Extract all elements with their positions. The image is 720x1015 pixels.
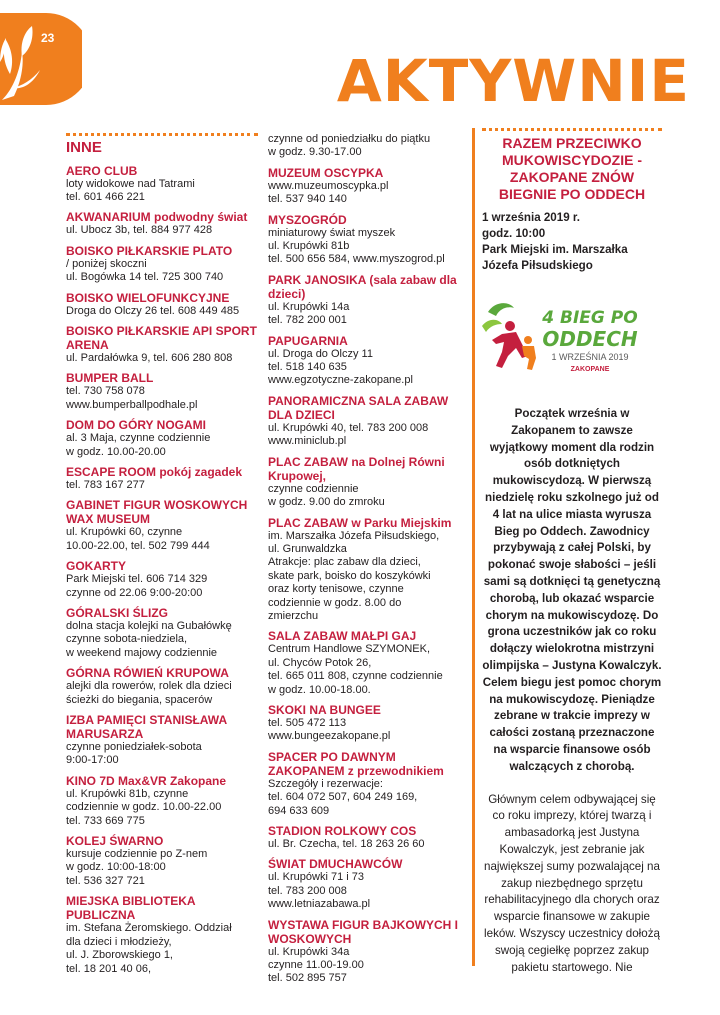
article-column: [482, 128, 662, 976]
listing-detail: Droga do Olczy 26 tel. 608 449 485: [66, 304, 240, 317]
event-logo: [472, 296, 662, 378]
listing-name: PARK JANOSIKA (sala zabaw dla dzieci): [268, 272, 457, 301]
listing-entry: [268, 750, 468, 818]
logo-date: 1 WRZEŚNIA 2019: [551, 352, 629, 362]
listing-name: IZBA PAMIĘCI STANISŁAWA MARUSARZA: [66, 713, 227, 742]
listing-detail: www.egzotyczne-zakopane.pl: [268, 374, 413, 387]
listing-detail: www.bungeezakopane.pl: [268, 730, 391, 743]
listing-detail: czynne 11.00-19.00: [268, 959, 364, 972]
dotted-divider: [482, 128, 662, 131]
logo-city: ZAKOPANE: [570, 366, 610, 373]
listing-detail: ul. Br. Czecha, tel. 18 263 26 60: [268, 838, 425, 850]
listing-entry: [66, 465, 258, 492]
listing-detail: ul. Krupówki 60, czynne: [66, 526, 183, 539]
listing-entry: [66, 244, 258, 285]
listing-detail: 10.00-22.00, tel. 502 799 444: [66, 539, 210, 552]
listing-entry: [268, 273, 468, 328]
logo-line2: ODDECH: [542, 327, 638, 351]
listing-entry: [66, 606, 258, 660]
listing-detail: czynne od 22.06 9:00-20:00: [66, 586, 203, 599]
listing-name: STADION ROLKOWY COS: [268, 824, 417, 838]
listing-name: KOLEJ ŚWARNO: [66, 834, 164, 849]
listing-detail: ul. J. Zborowskiego 1,: [66, 949, 173, 962]
listing-detail: ul. Pardałówka 9, tel. 606 280 808: [66, 351, 233, 364]
listing-detail: 694 633 609: [268, 804, 330, 817]
listing-detail: miniaturowy świat myszek: [268, 226, 396, 239]
listing-entry: [268, 334, 468, 388]
listing-name: PAPUGARNIA: [268, 333, 348, 348]
listing-detail: ul. Grunwaldzka: [268, 542, 347, 555]
listing-name: PLAC ZABAW w Parku Miejskim: [268, 515, 452, 530]
listing-entry: [66, 894, 258, 976]
listing-detail: oraz korty tenisowe, czynne: [268, 583, 404, 596]
listing-entry: [268, 824, 468, 851]
listing-name: GÓRALSKI ŚLIZG: [66, 606, 168, 620]
logo-line1: 4 BIEG PO: [542, 308, 638, 328]
listing-detail: www.muzeumoscypka.pl: [268, 179, 389, 192]
listing-name: SALA ZABAW MAŁPI GAJ: [268, 629, 417, 644]
listing-entry: [66, 666, 258, 707]
listing-detail: tel. 783 167 277: [66, 478, 145, 491]
listing-entry: [66, 774, 258, 828]
section-heading: INNE: [66, 139, 102, 156]
listing-detail: ul. Krupówki 81b: [268, 240, 350, 253]
listing-detail: ul. Ubocz 3b, tel. 884 977 428: [66, 224, 213, 237]
listing-entry: [66, 498, 258, 553]
event-time: godz. 10:00: [482, 227, 546, 240]
listing-detail: kursuje codziennie po Z-nem: [66, 848, 208, 861]
listing-name: DOM DO GÓRY NOGAMI: [66, 418, 207, 433]
listing-detail: Szczegóły i rezerwacje:: [268, 777, 383, 790]
listing-entry: [268, 394, 468, 449]
listing-entry: [66, 371, 258, 412]
listing-detail: w godz. 10.00-18.00.: [268, 683, 371, 696]
column-2: [268, 133, 468, 992]
listing-detail: / poniżej skoczni: [66, 257, 147, 270]
listing-entry: [66, 713, 258, 768]
column-1: [66, 133, 258, 982]
listing-detail: skate park, boisko do koszykówki: [268, 569, 431, 582]
listing-detail: czynne od poniedziałku do piątku: [268, 133, 431, 145]
listing-name: ESCAPE ROOM pokój zagadek: [66, 464, 243, 479]
listing-detail: tel. 18 201 40 06,: [66, 962, 152, 975]
listing-detail: tel. 782 200 001: [268, 314, 347, 327]
listing-detail: alejki dla rowerów, rolek dla dzieci: [66, 680, 232, 693]
listing-list: [268, 133, 468, 986]
listing-detail: czynne poniedziałek-sobota: [66, 741, 202, 754]
event-place: Park Miejski im. Marszałka Józefa Piłsudskiego: [482, 243, 628, 272]
listing-detail: w godz. 9.30-17.00: [268, 146, 362, 159]
listing-name: BOISKO WIELOFUNKCYJNE: [66, 290, 230, 305]
listing-detail: zmierzchu: [268, 609, 319, 622]
listing-entry: [66, 559, 258, 600]
vertical-divider: [472, 128, 475, 966]
listing-detail: Centrum Handlowe SZYMONEK,: [268, 643, 430, 656]
listing-entry: [268, 918, 468, 986]
listing-detail: w godz. 9.00 do zmroku: [268, 496, 385, 509]
listing-name: MIEJSKA BIBLIOTEKA PUBLICZNA: [66, 894, 196, 923]
listing-detail: ul. Krupówki 81b, czynne: [66, 787, 189, 800]
listing-entry: [66, 418, 258, 459]
listing-detail: tel. 537 940 140: [268, 193, 347, 206]
listing-detail: czynne sobota-niedziela,: [66, 633, 188, 646]
listing-name: PANORAMICZNA SALA ZABAW DLA DZIECI: [268, 393, 449, 422]
corner-decoration: [0, 0, 82, 118]
article-lead: Początek września w Zakopanem to zawsze wyjątkowy moment dla rodzin osób dotkniętych mukowiscydozą. W pierwszą niedzielę roku szkolnego już od 4 lat na ulice miasta wyrusza Bieg po Oddech. Zawodnicy przybywają z całej Polski, by pokonać swoje słabości – jeśli sami są dotknięci tą genetyczną chorobą, lub okazać wsparcie chorym na mukowiscydozę. Do grona uczestników jak co roku dołączy wielokrotna mistrzyni olimpijska – Justyna Kowalczyk. Celem biegu jest pomoc chorym na mukowiscydozę. Pieniądze zebrane w trakcie imprezy w całości zostaną przeznaczone na wsparcie finansowe osób walczących z chorobą.: [482, 407, 662, 773]
listing-detail: w godz. 10.00-20.00: [66, 445, 166, 458]
listing-name: KINO 7D Max&VR Zakopane: [66, 773, 227, 788]
listing-detail: 9:00-17:00: [66, 754, 119, 767]
listing-detail: codziennie w godz. 8.00 do: [268, 596, 402, 609]
listing-detail: dolna stacja kolejki na Gubałówkę: [66, 620, 232, 632]
listing-detail: tel. 783 200 008: [268, 884, 347, 897]
listing-detail: ul. Krupówki 40, tel. 783 200 008: [268, 421, 429, 434]
listing-entry: [268, 516, 468, 624]
listing-detail: tel. 502 895 757: [268, 972, 347, 985]
listing-detail: tel. 536 327 721: [66, 874, 145, 887]
dotted-divider: [66, 133, 258, 136]
listing-entry: [66, 164, 258, 205]
listing-detail: codziennie w godz. 10.00-22.00: [66, 801, 222, 814]
listing-detail: dla dzieci i młodzieży,: [66, 935, 172, 948]
listing-detail: czynne codziennie: [268, 482, 359, 495]
listing-entry: [268, 629, 468, 697]
listing-detail: tel. 505 472 113: [268, 716, 347, 729]
listing-name: BOISKO PIŁKARSKIE PLATO: [66, 243, 233, 258]
listing-detail: ul. Bogówka 14 tel. 725 300 740: [66, 271, 224, 284]
listing-detail: ul. Krupówki 14a: [268, 300, 350, 313]
listing-name: GOKARTY: [66, 559, 126, 574]
listing-entry: [66, 834, 258, 888]
listing-name: AERO CLUB: [66, 163, 138, 178]
listing-detail: im. Stefana Żeromskiego. Oddział: [66, 922, 232, 935]
listing-entry: [268, 166, 468, 207]
listing-entry: [66, 210, 258, 237]
listing-name: SKOKI NA BUNGEE: [268, 702, 381, 717]
listing-detail: ścieżki do biegania, spacerów: [66, 693, 213, 706]
listing-name: GÓRNA RÓWIEŃ KRUPOWA: [66, 666, 229, 681]
listing-detail: tel. 500 656 584, www.myszogrod.pl: [268, 253, 445, 266]
listing-name: AKWANARIUM podwodny świat: [66, 210, 248, 225]
listing-entry: [268, 213, 468, 267]
listing-entry: [268, 133, 468, 160]
listing-detail: ul. Krupówki 34a: [268, 945, 350, 958]
listing-detail: al. 3 Maja, czynne codziennie: [66, 432, 211, 445]
listing-name: GABINET FIGUR WOSKOWYCH WAX MUSEUM: [66, 498, 248, 527]
listing-detail: tel. 518 140 635: [268, 361, 347, 374]
listing-detail: tel. 604 072 507, 604 249 169,: [268, 791, 418, 804]
listing-detail: www.letniazabawa.pl: [268, 898, 371, 911]
listing-name: MUZEUM OSCYPKA: [268, 165, 384, 180]
article-title: RAZEM PRZECIWKO MUKOWISCYDOZIE - ZAKOPANE ZNÓW BIEGNIE PO ODDECH: [498, 135, 646, 202]
listing-entry: [66, 324, 258, 365]
listing-detail: w godz. 10:00-18:00: [66, 861, 166, 874]
page-number: 23: [41, 31, 55, 45]
listing-detail: tel. 733 669 775: [66, 814, 145, 827]
listing-detail: w weekend majowy codziennie: [66, 646, 218, 659]
listing-entry: [66, 291, 258, 318]
listing-entry: [268, 455, 468, 510]
listing-name: WYSTAWA FIGUR BAJKOWYCH I WOSKOWYCH: [268, 917, 458, 946]
listing-detail: Park Miejski tel. 606 714 329: [66, 573, 208, 586]
listing-detail: loty widokowe nad Tatrami: [66, 177, 195, 190]
listing-detail: tel. 665 011 808, czynne codziennie: [268, 670, 443, 683]
listing-entry: [268, 703, 468, 744]
listing-detail: tel. 601 466 221: [66, 190, 145, 203]
listing-name: PLAC ZABAW na Dolnej Równi Krupowej,: [268, 454, 445, 483]
listing-entry: [268, 857, 468, 911]
listing-name: SPACER PO DAWNYM ZAKOPANEM z przewodnikiem: [268, 749, 444, 778]
runner-icon: [482, 303, 536, 370]
listing-name: BUMPER BALL: [66, 371, 154, 386]
event-date: 1 września 2019 r.: [482, 211, 580, 224]
page-title: AKTYWNIE: [336, 47, 690, 115]
listing-detail: ul. Krupówki 71 i 73: [268, 871, 364, 884]
listing-detail: tel. 730 758 078: [66, 385, 145, 398]
listing-detail: www.miniclub.pl: [268, 435, 347, 448]
listing-list: [66, 164, 258, 976]
listing-detail: ul. Chyców Potok 26,: [268, 656, 372, 669]
listing-detail: ul. Droga do Olczy 11: [268, 347, 373, 360]
listing-name: BOISKO PIŁKARSKIE API SPORT ARENA: [66, 323, 257, 352]
listing-name: ŚWIAT DMUCHAWCÓW: [268, 857, 403, 872]
article-body: Głównym celem odbywającej się co roku imprezy, której twarzą i ambasadorką jest Justyna Kowalczyk, jest zebranie jak największej sumy pozwalającej na zakup niezbędnego sprzętu rehabilitacyjnego dla chorych oraz wsparcie finansowe w zakupie leków. Wszyscy uczestnicy dołożą swoją cegiełkę poprzez zakup pakietu startowego. Nie: [484, 792, 660, 974]
listing-detail: Atrakcje: plac zabaw dla dzieci,: [268, 556, 421, 569]
listing-detail: www.bumperballpodhale.pl: [66, 398, 198, 411]
listing-detail: im. Marszałka Józefa Piłsudskiego,: [268, 529, 440, 542]
listing-name: MYSZOGRÓD: [268, 212, 347, 227]
